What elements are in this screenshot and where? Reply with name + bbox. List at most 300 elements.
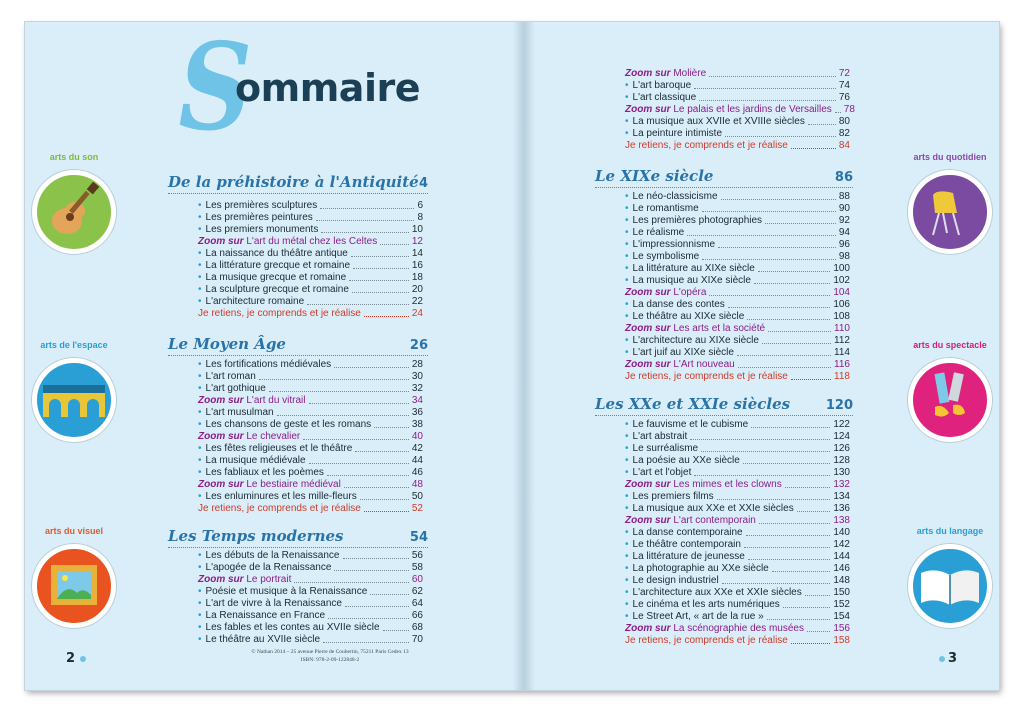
dot-leader bbox=[334, 367, 409, 368]
book-spine bbox=[513, 22, 535, 690]
title-initial: S bbox=[178, 17, 253, 158]
toc-entry[interactable] bbox=[625, 115, 850, 127]
entry-label: • La musique aux XVIIe et XVIIIe siècles bbox=[625, 116, 805, 127]
entry-page: 114 bbox=[834, 347, 850, 358]
dot-leader bbox=[737, 355, 831, 356]
zoom-prefix: Zoom sur bbox=[198, 431, 244, 442]
entry-label: • Le fauvisme et le cubisme bbox=[625, 419, 748, 430]
guitar-icon bbox=[32, 170, 116, 254]
page-title: ommaire bbox=[235, 66, 420, 110]
dot-leader bbox=[352, 292, 409, 293]
toc-entry[interactable] bbox=[198, 597, 423, 609]
section-title: Les XXe et XXIe siècles bbox=[595, 395, 791, 413]
dot-leader bbox=[702, 259, 836, 260]
toc-entry[interactable] bbox=[625, 466, 850, 478]
entry-label: • Les fortifications médiévales bbox=[198, 359, 331, 370]
entry-label: • Les fabliaux et les poèmes bbox=[198, 467, 324, 478]
entry-label: • Le théâtre au XVIIe siècle bbox=[198, 634, 320, 645]
zoom-prefix: Zoom sur bbox=[625, 479, 671, 490]
entry-label: • L'art abstrait bbox=[625, 431, 687, 442]
entry-label: • Le réalisme bbox=[625, 227, 684, 238]
toc-retiens-entry[interactable] bbox=[198, 307, 423, 319]
entry-page: 146 bbox=[833, 563, 850, 574]
toc-entry[interactable] bbox=[198, 211, 423, 223]
toc-entry[interactable] bbox=[198, 585, 423, 597]
entry-page: 122 bbox=[833, 419, 850, 430]
section-title: Le XIXe siècle bbox=[595, 167, 714, 185]
dot-leader bbox=[309, 463, 409, 464]
entry-label: • Le néo-classicisme bbox=[625, 191, 718, 202]
section-page: 54 bbox=[409, 530, 428, 545]
entry-label: • L'apogée de la Renaissance bbox=[198, 562, 331, 573]
section-heading-xx-xxi bbox=[595, 392, 853, 416]
entry-label: • Les fables et les contes au XVIIe siècle bbox=[198, 622, 380, 633]
toc-entry[interactable] bbox=[198, 549, 423, 561]
toc-entry[interactable] bbox=[198, 358, 423, 370]
dot-leader bbox=[321, 232, 409, 233]
toc-entry[interactable] bbox=[625, 562, 850, 574]
entry-page: 94 bbox=[838, 227, 850, 238]
toc-entry[interactable] bbox=[625, 442, 850, 454]
dot-leader bbox=[725, 136, 836, 137]
entry-page: 72 bbox=[838, 68, 850, 79]
entry-page: 44 bbox=[411, 455, 423, 466]
entry-label: • Poésie et musique à la Renaissance bbox=[198, 586, 367, 597]
toc-entry[interactable] bbox=[198, 490, 423, 502]
toc-entry[interactable] bbox=[625, 214, 850, 226]
toc-entry[interactable] bbox=[625, 274, 850, 286]
dot-leader bbox=[758, 271, 831, 272]
toc-retiens-entry[interactable] bbox=[625, 370, 850, 382]
toc-entry[interactable] bbox=[625, 454, 850, 466]
entry-label: • La photographie au XXe siècle bbox=[625, 563, 769, 574]
entry-label: • La musique au XIXe siècle bbox=[625, 275, 751, 286]
entry-label: • L'art classique bbox=[625, 92, 696, 103]
toc-entry[interactable] bbox=[625, 598, 850, 610]
dot-leader bbox=[294, 582, 409, 583]
entry-page: 112 bbox=[834, 335, 850, 346]
entry-label: • La littérature au XIXe siècle bbox=[625, 263, 755, 274]
entry-label: • Les enluminures et les mille-fleurs bbox=[198, 491, 357, 502]
entry-label: • La littérature grecque et romaine bbox=[198, 260, 350, 271]
toc-entry[interactable] bbox=[625, 526, 850, 538]
entry-label: Je retiens, je comprends et je réalise bbox=[198, 308, 361, 319]
entry-page: 142 bbox=[833, 539, 850, 550]
toc-entry[interactable] bbox=[625, 586, 850, 598]
section-page: 120 bbox=[825, 398, 853, 413]
entry-page: 40 bbox=[411, 431, 423, 442]
zoom-prefix: Zoom sur bbox=[198, 236, 244, 247]
dot-leader bbox=[702, 211, 836, 212]
entry-page: 66 bbox=[411, 610, 423, 621]
dot-leader bbox=[694, 88, 836, 89]
entry-page: 64 bbox=[411, 598, 423, 609]
dot-leader bbox=[303, 439, 409, 440]
toc-entry[interactable] bbox=[625, 538, 850, 550]
entry-label: L'Art nouveau bbox=[673, 359, 735, 370]
dot-leader bbox=[353, 268, 409, 269]
toc-entry[interactable] bbox=[625, 262, 850, 274]
toc-zoom-entry[interactable] bbox=[198, 235, 423, 247]
toc-entry[interactable] bbox=[625, 334, 850, 346]
entry-label: • L'architecture au XIXe siècle bbox=[625, 335, 759, 346]
toc-zoom-entry[interactable] bbox=[625, 478, 850, 490]
entry-page: 28 bbox=[411, 359, 423, 370]
dot-leader bbox=[334, 570, 408, 571]
toc-entry[interactable] bbox=[198, 271, 423, 283]
entry-label: • La musique grecque et romaine bbox=[198, 272, 346, 283]
entry-page: 48 bbox=[411, 479, 423, 490]
toc-entry[interactable] bbox=[198, 418, 423, 430]
arts-du-langage-badge bbox=[904, 526, 996, 636]
entry-label: Les arts et la société bbox=[673, 323, 766, 334]
entry-page: 124 bbox=[833, 431, 850, 442]
section-page: 26 bbox=[409, 338, 428, 353]
dot-leader bbox=[754, 283, 830, 284]
entry-label: • La peinture intimiste bbox=[625, 128, 722, 139]
entry-page: 88 bbox=[838, 191, 850, 202]
dot-leader bbox=[344, 487, 409, 488]
arts-du-spectacle-label: arts du spectacle bbox=[913, 340, 987, 350]
entry-page: 108 bbox=[833, 311, 850, 322]
toc-zoom-entry[interactable] bbox=[625, 622, 850, 634]
arts-de-l-espace-badge bbox=[28, 340, 120, 450]
entry-page: 132 bbox=[833, 479, 850, 490]
dot-leader bbox=[355, 451, 409, 452]
entry-page: 136 bbox=[833, 503, 850, 514]
dot-leader bbox=[687, 235, 836, 236]
toc-entry[interactable] bbox=[625, 610, 850, 622]
section-heading-moyen-age bbox=[168, 332, 428, 356]
toc-entry[interactable] bbox=[198, 442, 423, 454]
entry-page: 30 bbox=[411, 371, 423, 382]
toc-retiens-entry[interactable] bbox=[625, 634, 850, 646]
dot-leader bbox=[743, 463, 831, 464]
entry-label: • Les premières sculptures bbox=[198, 200, 317, 211]
dot-leader bbox=[805, 595, 831, 596]
entry-label: • L'art juif au XIXe siècle bbox=[625, 347, 734, 358]
section-title: De la préhistoire à l'Antiquité bbox=[168, 173, 419, 191]
zoom-prefix: Zoom sur bbox=[198, 479, 244, 490]
dot-leader bbox=[797, 511, 831, 512]
arts-de-l-espace-label: arts de l'espace bbox=[40, 340, 108, 350]
entry-label: • La danse des contes bbox=[625, 299, 725, 310]
entry-page: 62 bbox=[411, 586, 423, 597]
entry-label: L'art du métal chez les Celtes bbox=[246, 236, 378, 247]
dot-leader bbox=[835, 112, 841, 113]
dot-leader bbox=[709, 295, 830, 296]
entry-label: • La sculpture grecque et romaine bbox=[198, 284, 349, 295]
entry-label: • La Renaissance en France bbox=[198, 610, 325, 621]
jester-legs-icon bbox=[908, 358, 992, 442]
dot-leader bbox=[709, 76, 836, 77]
page-dot-left bbox=[80, 656, 86, 662]
dot-leader bbox=[718, 247, 836, 248]
dot-leader bbox=[791, 379, 831, 380]
dot-leader bbox=[307, 304, 409, 305]
entry-label: • Les premières peintures bbox=[198, 212, 313, 223]
dot-leader bbox=[699, 100, 836, 101]
toc-entry[interactable] bbox=[198, 247, 423, 259]
entry-label: Je retiens, je comprends et je réalise bbox=[625, 635, 788, 646]
entry-label: • Le romantisme bbox=[625, 203, 699, 214]
toc-entry[interactable] bbox=[625, 202, 850, 214]
toc-entry[interactable] bbox=[198, 621, 423, 633]
toc-zoom-entry[interactable] bbox=[625, 67, 850, 79]
entry-page: 18 bbox=[411, 272, 423, 283]
dot-leader bbox=[364, 511, 409, 512]
dot-leader bbox=[383, 630, 409, 631]
toc-zoom-entry[interactable] bbox=[625, 514, 850, 526]
arts-du-son-badge bbox=[28, 152, 120, 262]
page-number-left: 2 bbox=[66, 651, 76, 666]
entry-page: 98 bbox=[838, 251, 850, 262]
entry-page: 100 bbox=[833, 263, 850, 274]
dot-leader bbox=[349, 280, 409, 281]
entry-label: • L'art et l'objet bbox=[625, 467, 691, 478]
entry-label: • Le symbolisme bbox=[625, 251, 699, 262]
dot-leader bbox=[327, 475, 409, 476]
zoom-prefix: Zoom sur bbox=[625, 515, 671, 526]
zoom-prefix: Zoom sur bbox=[625, 623, 671, 634]
dot-leader bbox=[738, 367, 831, 368]
toc-entry[interactable] bbox=[625, 550, 850, 562]
entry-label: • L'architecture aux XXe et XXIe siècles bbox=[625, 587, 802, 598]
toc-entry[interactable] bbox=[198, 382, 423, 394]
zoom-prefix: Zoom sur bbox=[625, 359, 671, 370]
section-heading-xix bbox=[595, 164, 853, 188]
arts-du-quotidien-badge bbox=[904, 152, 996, 262]
toc-entry[interactable] bbox=[625, 502, 850, 514]
entry-page: 118 bbox=[834, 371, 850, 382]
entry-page: 22 bbox=[411, 296, 423, 307]
entry-label: • Le design industriel bbox=[625, 575, 719, 586]
dot-leader bbox=[323, 642, 409, 643]
chair-icon bbox=[908, 170, 992, 254]
toc-entry[interactable] bbox=[625, 226, 850, 238]
toc-zoom-entry[interactable] bbox=[198, 573, 423, 585]
arts-du-son-label: arts du son bbox=[49, 152, 99, 162]
entry-page: 60 bbox=[411, 574, 423, 585]
dot-leader bbox=[360, 499, 409, 500]
entry-page: 20 bbox=[411, 284, 423, 295]
isbn-line: ISBN: 978-2-09-122848-2 bbox=[300, 657, 360, 663]
dot-leader bbox=[772, 571, 831, 572]
entry-page: 138 bbox=[833, 515, 850, 526]
toc-entry[interactable] bbox=[198, 199, 423, 211]
toc-entry[interactable] bbox=[625, 91, 850, 103]
toc-entry[interactable] bbox=[198, 454, 423, 466]
entry-label: • L'art de vivre à la Renaissance bbox=[198, 598, 342, 609]
entry-label: • Les débuts de la Renaissance bbox=[198, 550, 340, 561]
toc-entry[interactable] bbox=[625, 430, 850, 442]
entry-page: 24 bbox=[411, 308, 423, 319]
toc-entry[interactable] bbox=[625, 418, 850, 430]
toc-entry[interactable] bbox=[625, 127, 850, 139]
toc-entry[interactable] bbox=[198, 370, 423, 382]
toc-entry[interactable] bbox=[625, 346, 850, 358]
dot-leader bbox=[277, 415, 409, 416]
entry-page: 38 bbox=[411, 419, 423, 430]
dot-leader bbox=[351, 256, 409, 257]
toc-entry[interactable] bbox=[625, 238, 850, 250]
toc-zoom-entry[interactable] bbox=[198, 394, 423, 406]
entry-label: Je retiens, je comprends et je réalise bbox=[198, 503, 361, 514]
entry-page: 56 bbox=[411, 550, 423, 561]
entry-label: • L'art musulman bbox=[198, 407, 274, 418]
entry-page: 144 bbox=[833, 551, 850, 562]
entry-page: 16 bbox=[411, 260, 423, 271]
entry-label: • Le cinéma et les arts numériques bbox=[625, 599, 780, 610]
toc-entry[interactable] bbox=[198, 283, 423, 295]
dot-leader bbox=[791, 148, 836, 149]
entry-label: • La danse contemporaine bbox=[625, 527, 743, 538]
dot-leader bbox=[751, 427, 830, 428]
toc-entry[interactable] bbox=[198, 633, 423, 645]
toc-entry[interactable] bbox=[198, 406, 423, 418]
section-page: 86 bbox=[834, 170, 853, 185]
toc-entry[interactable] bbox=[198, 466, 423, 478]
entry-label: • La littérature de jeunesse bbox=[625, 551, 745, 562]
dot-leader bbox=[343, 558, 409, 559]
toc-zoom-entry[interactable] bbox=[625, 358, 850, 370]
toc-entry[interactable] bbox=[198, 295, 423, 307]
entry-page: 150 bbox=[833, 587, 850, 598]
entry-label: • L'art baroque bbox=[625, 80, 691, 91]
dot-leader bbox=[728, 307, 831, 308]
dot-leader bbox=[759, 523, 830, 524]
dot-leader bbox=[744, 547, 830, 548]
dot-leader bbox=[345, 606, 409, 607]
toc-entry[interactable] bbox=[625, 79, 850, 91]
dot-leader bbox=[694, 475, 830, 476]
toc-entry[interactable] bbox=[198, 223, 423, 235]
toc-entry[interactable] bbox=[625, 490, 850, 502]
zoom-prefix: Zoom sur bbox=[198, 395, 244, 406]
entry-page: 36 bbox=[411, 407, 423, 418]
toc-entry[interactable] bbox=[625, 298, 850, 310]
dot-leader bbox=[748, 559, 831, 560]
entry-label: • Les premiers films bbox=[625, 491, 714, 502]
entry-page: 84 bbox=[838, 140, 850, 151]
entry-page: 130 bbox=[833, 467, 850, 478]
dot-leader bbox=[717, 499, 831, 500]
dot-leader bbox=[768, 331, 831, 332]
entry-label: Le palais et les jardins de Versailles bbox=[673, 104, 832, 115]
entry-page: 106 bbox=[833, 299, 850, 310]
entry-label: • L'architecture romaine bbox=[198, 296, 304, 307]
dot-leader bbox=[309, 403, 409, 404]
entry-page: 140 bbox=[833, 527, 850, 538]
entry-page: 126 bbox=[833, 443, 850, 454]
dot-leader bbox=[364, 316, 409, 317]
entry-page: 6 bbox=[417, 200, 423, 211]
arts-du-visuel-badge bbox=[28, 526, 120, 636]
dot-leader bbox=[269, 391, 409, 392]
entry-label: Le bestiaire médiéval bbox=[246, 479, 341, 490]
dot-leader bbox=[722, 583, 831, 584]
arts-du-langage-label: arts du langage bbox=[916, 526, 984, 536]
entry-label: La scénographie des musées bbox=[673, 623, 804, 634]
toc-entry[interactable] bbox=[198, 609, 423, 621]
entry-label: Le portrait bbox=[246, 574, 292, 585]
aqueduct-icon bbox=[32, 358, 116, 442]
dot-leader bbox=[374, 427, 409, 428]
entry-label: • Le Street Art, « art de la rue » bbox=[625, 611, 764, 622]
section-heading-prehistoire bbox=[168, 170, 428, 194]
dot-leader bbox=[690, 439, 830, 440]
page-dot-right bbox=[939, 656, 945, 662]
arts-du-spectacle-badge bbox=[904, 340, 996, 450]
entry-page: 128 bbox=[833, 455, 850, 466]
entry-label: • L'art roman bbox=[198, 371, 256, 382]
toc-zoom-entry[interactable] bbox=[625, 322, 850, 334]
entry-label: • Les chansons de geste et les romans bbox=[198, 419, 371, 430]
entry-page: 68 bbox=[411, 622, 423, 633]
toc-entry[interactable] bbox=[625, 310, 850, 322]
toc-zoom-entry[interactable] bbox=[625, 103, 855, 115]
entry-page: 154 bbox=[833, 611, 850, 622]
section-page: 4 bbox=[418, 176, 428, 191]
arts-du-quotidien-label: arts du quotidien bbox=[913, 152, 987, 162]
toc-entry[interactable] bbox=[625, 250, 850, 262]
dot-leader bbox=[701, 451, 830, 452]
dot-leader bbox=[320, 208, 414, 209]
toc-zoom-entry[interactable] bbox=[625, 286, 850, 298]
entry-label: Je retiens, je comprends et je réalise bbox=[625, 140, 788, 151]
toc-entry[interactable] bbox=[198, 259, 423, 271]
entry-page: 156 bbox=[833, 623, 850, 634]
book-spread bbox=[25, 17, 999, 690]
entry-label: • La musique aux XXe et XXIe siècles bbox=[625, 503, 794, 514]
zoom-prefix: Zoom sur bbox=[625, 323, 671, 334]
entry-label: L'art contemporain bbox=[673, 515, 756, 526]
entry-page: 96 bbox=[838, 239, 850, 250]
entry-page: 90 bbox=[838, 203, 850, 214]
toc-retiens-entry[interactable] bbox=[198, 502, 423, 514]
entry-page: 104 bbox=[833, 287, 850, 298]
entry-label: • L'impressionnisme bbox=[625, 239, 715, 250]
toc-entry[interactable] bbox=[198, 561, 423, 573]
entry-page: 102 bbox=[833, 275, 850, 286]
entry-label: L'art du vitrail bbox=[246, 395, 306, 406]
toc-retiens-entry[interactable] bbox=[625, 139, 850, 151]
toc-zoom-entry[interactable] bbox=[198, 430, 423, 442]
dot-leader bbox=[783, 607, 831, 608]
entry-page: 82 bbox=[838, 128, 850, 139]
copyright-footer bbox=[205, 648, 455, 664]
entry-page: 42 bbox=[411, 443, 423, 454]
copyright-line: © Nathan 2014 – 25 avenue Pierre de Coubertin, 75211 Paris Cedex 13 bbox=[251, 649, 409, 655]
zoom-prefix: Zoom sur bbox=[198, 574, 244, 585]
entry-page: 46 bbox=[411, 467, 423, 478]
dot-leader bbox=[746, 535, 831, 536]
dot-leader bbox=[328, 618, 409, 619]
section-heading-temps-modernes bbox=[168, 524, 428, 548]
dot-leader bbox=[370, 594, 409, 595]
section-title: Les Temps modernes bbox=[168, 527, 344, 545]
toc-zoom-entry[interactable] bbox=[198, 478, 423, 490]
toc-entry[interactable] bbox=[625, 574, 850, 586]
arts-du-visuel-label: arts du visuel bbox=[44, 526, 104, 536]
entry-label: Molière bbox=[673, 68, 707, 79]
entry-page: 34 bbox=[411, 395, 423, 406]
entry-page: 92 bbox=[838, 215, 850, 226]
entry-label: • Le théâtre au XIXe siècle bbox=[625, 311, 744, 322]
toc-entry[interactable] bbox=[625, 190, 850, 202]
page-number-right: 3 bbox=[948, 651, 958, 666]
entry-label: • La musique médiévale bbox=[198, 455, 306, 466]
